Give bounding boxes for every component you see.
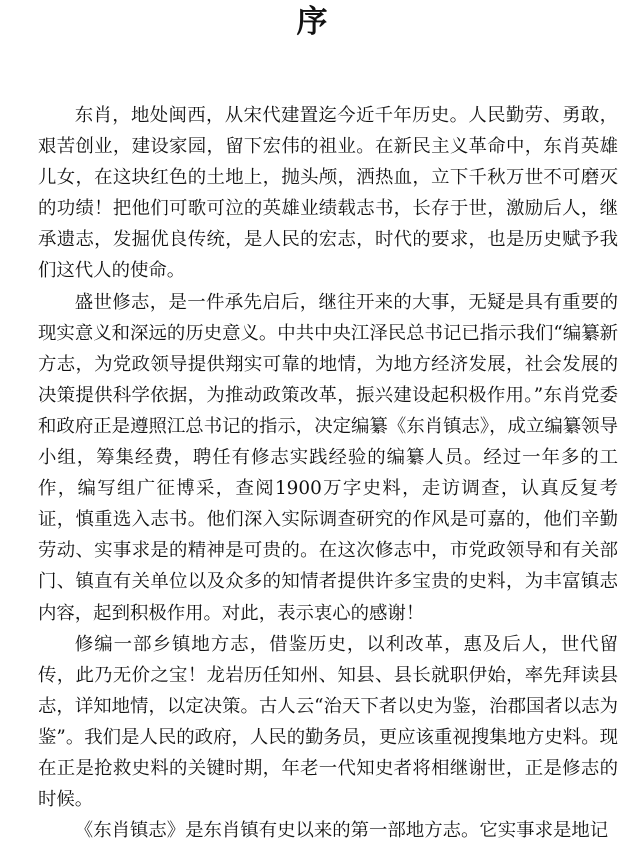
paragraph-4: 《东肖镇志》是东肖镇有史以来的第一部地方志。它实事求是地记 bbox=[74, 820, 609, 842]
paragraph-2: 盛世修志，是一件承先启后，继往开来的大事，无疑是具有重要的现实意义和深远的历史意义。中共中央江泽民总书记已指示我们“编纂新方志，为党政领导提供翔实可靠的地情，为地方经济发展，社会发展的决策提供科学依据，为推动政策改革，振兴建设起积极作用。”东肖党委和政府正是遵照江总书记的指示，决定编纂《东肖镇志》，成立编纂领导小组，筹集经费，聘任有修志实践经验的编纂人员。经过一年多的工作，编写组广征博采，查阅1900万字史料，走访调查，认真反复考证，慎重选入志书。他们深入实际调查研究的作风是可嘉的，他们辛勤劳动、实事求是的精神是可贵的。在这次修志中，市党政领导和有关部门、镇直有关单位以及众多的知情者提供许多宝贵的史料，为丰富镇志内容，起到积极作用。对此，表示衷心的感谢！ bbox=[38, 291, 618, 624]
preface-body bbox=[38, 100, 618, 843]
paragraph-1: 东肖，地处闽西，从宋代建置迄今近千年历史。人民勤劳、勇敢，艰苦创业，建设家园，留下宏伟的祖业。在新民主义革命中，东肖英雄儿女，在这块红色的土地上，抛头颅，洒热血，立下千秋万世不可磨灭的功绩！把他们可歌可泣的英雄业绩载志书，长存于世，激励后人，继承遗志，发掘优良传统，是人民的宏志，时代的要求，也是历史赋予我们这代人的使命。 bbox=[38, 105, 618, 282]
page-title: 序 bbox=[296, 4, 330, 40]
paragraph-3: 修编一部乡镇地方志，借鉴历史，以利改革，惠及后人，世代留传，此乃无价之宝！龙岩历任知州、知县、县长就职伊始，率先拜读县志，详知地情，以定决策。古人云“治天下者以史为鉴，治郡国者以志为鉴”。我们是人民的政府，人民的勤务员，更应该重视搜集地方史料。现在正是抢救史料的关键时期，年老一代知史者将相继谢世，正是修志的时候。 bbox=[38, 633, 618, 811]
